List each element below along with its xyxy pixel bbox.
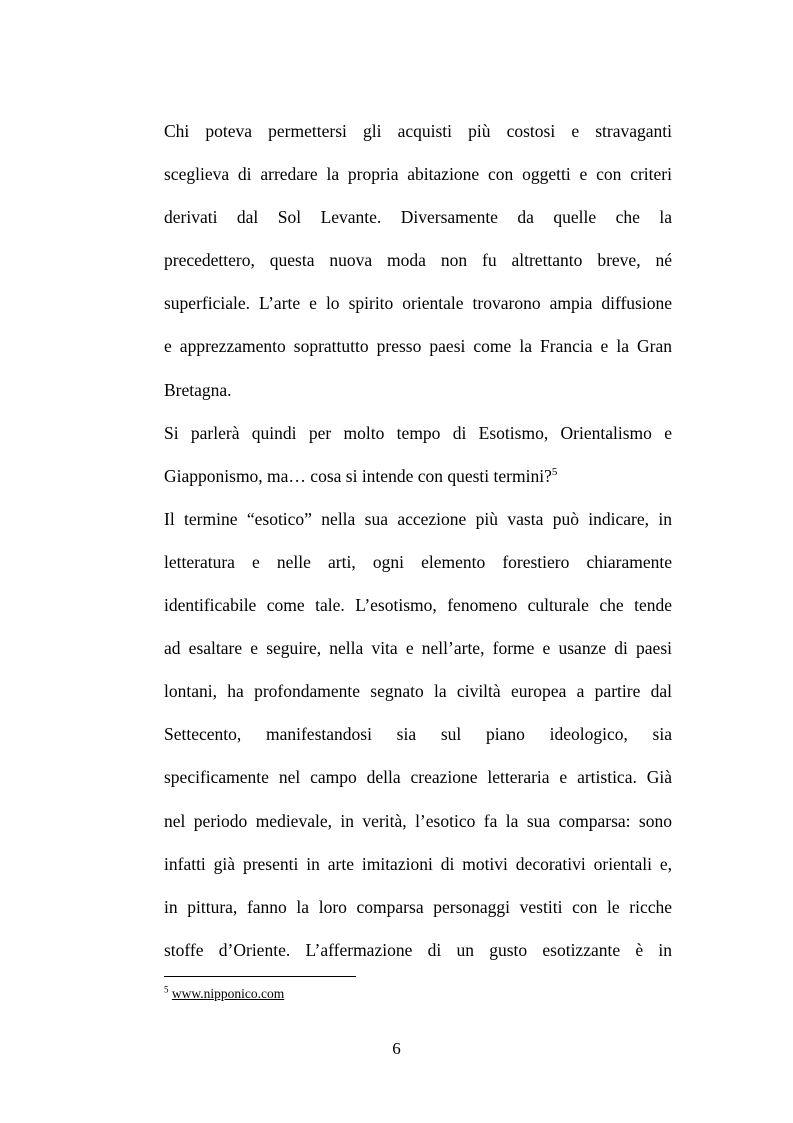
body-line: superficiale. L’arte e lo spirito orientale trovarono ampia diffusione	[164, 293, 672, 314]
body-line: nel periodo medievale, in verità, l’esotico fa la sua comparsa: sono	[164, 810, 672, 831]
body-line-text: Giapponismo, ma… cosa si intende con questi termini?	[164, 465, 552, 486]
body-line: specificamente nel campo della creazione letteraria e artistica. Già	[164, 767, 672, 788]
body-line: Bretagna.	[164, 379, 232, 400]
body-line: Il termine “esotico” nella sua accezione più vasta può indicare, in	[164, 508, 672, 529]
footnote-link[interactable]: www.nipponico.com	[171, 986, 285, 1001]
body-line: precedettero, questa nuova moda non fu altrettanto breve, né	[164, 250, 672, 271]
body-line: letteratura e nelle arti, ogni elemento forestiero chiaramente	[164, 551, 672, 572]
body-line: Chi poteva permettersi gli acquisti più costosi e stravaganti	[164, 121, 672, 141]
footnote-number: 5	[164, 984, 169, 995]
body-line: Settecento, manifestandosi sia sul piano ideologico, sia	[164, 724, 672, 745]
body-line: lontani, ha profondamente segnato la civiltà europea a partire dal	[164, 681, 672, 702]
body-line: Si parlerà quindi per molto tempo di Esotismo, Orientalismo e	[164, 422, 672, 443]
footnote-separator	[164, 976, 356, 977]
body-line: stoffe d’Oriente. L’affermazione di un gusto esotizzante è in	[164, 939, 672, 960]
body-line: identificabile come tale. L’esotismo, fenomeno culturale che tende	[164, 595, 672, 616]
body-line: infatti già presenti in arte imitazioni di motivi decorativi orientali e,	[164, 853, 672, 874]
body-line: derivati dal Sol Levante. Diversamente da quelle che la	[164, 207, 672, 228]
footnote	[164, 984, 284, 1004]
body-line: in pittura, fanno la loro comparsa personaggi vestiti con le ricche	[164, 896, 672, 917]
body-line: sceglieva di arredare la propria abitazione con oggetti e con criteri	[164, 164, 672, 185]
body-line: e apprezzamento soprattutto presso paesi come la Francia e la Gran	[164, 336, 672, 357]
body-text	[164, 110, 672, 972]
body-line: ad esaltare e seguire, nella vita e nell’arte, forme e usanze di paesi	[164, 638, 672, 659]
footnote-reference[interactable]: 5	[551, 465, 558, 478]
page-number: 6	[392, 1039, 401, 1058]
body-line-with-footnote-ref	[164, 455, 672, 498]
